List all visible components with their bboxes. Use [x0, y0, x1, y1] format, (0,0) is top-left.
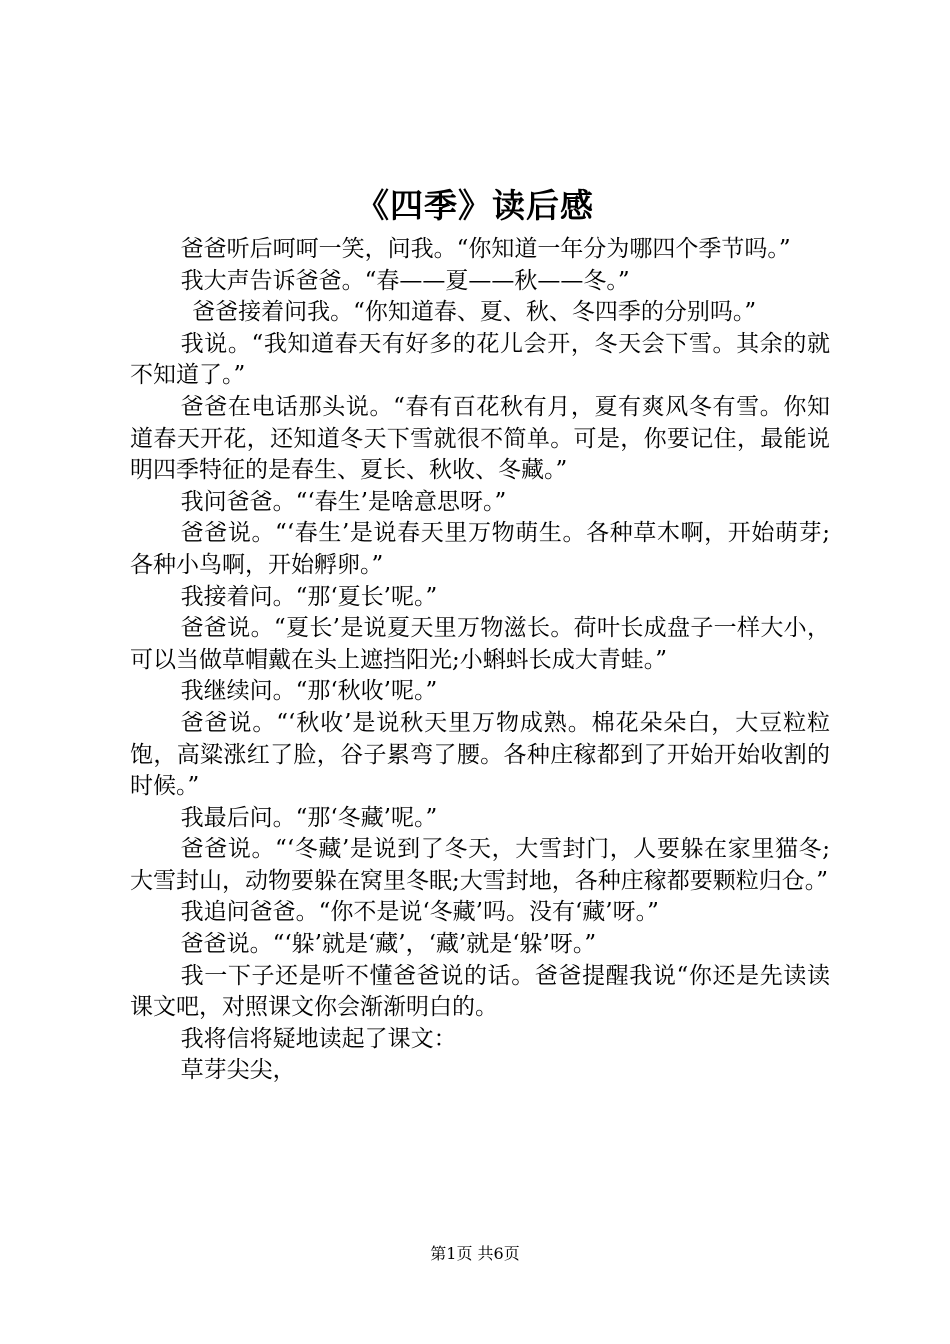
document-title: 《四季》读后感: [356, 186, 594, 225]
paragraph: 我将信将疑地读起了课文：: [180, 1025, 457, 1052]
paragraph: 爸爸说。“‘躲’就是‘藏’，‘藏’就是‘躲’呀。”: [180, 931, 597, 958]
paragraph: 爸爸说。“夏长’是说夏天里万物滋长。荷叶长成盘子一样大小，可以当做草帽戴在头上遮挡阳光;小蝌蚪长成大青蛙。”: [130, 615, 830, 673]
paragraph: 爸爸接着问我。“你知道春、夏、秋、冬四季的分别吗。”: [192, 299, 757, 326]
paragraph: 我追问爸爸。“你不是说‘冬藏’吗。没有‘藏’呀。”: [180, 899, 659, 926]
paragraph: 草芽尖尖，: [180, 1057, 296, 1084]
paragraph: 我继续问。“那‘秋收’呢。”: [180, 678, 438, 705]
paragraph: 我问爸爸。“‘春生’是啥意思呀。”: [180, 488, 507, 515]
document-body: [130, 234, 830, 1087]
paragraph: 我说。“我知道春天有好多的花儿会开，冬天会下雪。其余的就不知道了。”: [130, 330, 830, 389]
paragraph: 我最后问。“那‘冬藏’呢。”: [180, 804, 438, 831]
paragraph: 爸爸在电话那头说。“春有百花秋有月，夏有爽风冬有雪。你知道春天开花，还知道冬天下雪就很不简单。可是，你要记住，最能说明四季特征的是春生、夏长、秋收、冬藏。”: [130, 393, 830, 484]
paragraph: 爸爸说。“‘冬藏’是说到了冬天，大雪封门，人要躲在家里猫冬;大雪封山，动物要躲在窝里冬眠;大雪封地，各种庄稼都要颗粒归仓。”: [130, 836, 830, 894]
paragraph: 爸爸说。“‘春生’是说春天里万物萌生。各种草木啊，开始萌芽;各种小鸟啊，开始孵卵。”: [130, 520, 830, 578]
paragraph: 爸爸说。“‘秋收’是说秋天里万物成熟。棉花朵朵白，大豆粒粒饱，高粱涨红了脸，谷子累弯了腰。各种庄稼都到了开始开始收割的时候。”: [130, 709, 830, 800]
paragraph: 我一下子还是听不懂爸爸说的话。爸爸提醒我说“你还是先读读课文吧，对照课文你会渐渐明白的。: [130, 962, 830, 1021]
paragraph: 我大声告诉爸爸。“春——夏——秋——冬。”: [180, 267, 630, 294]
paragraph: 我接着问。“那‘夏长’呢。”: [180, 583, 438, 610]
page-number-footer: 第1页 共6页: [430, 1244, 520, 1263]
paragraph: 爸爸听后呵呵一笑，问我。“你知道一年分为哪四个季节吗。”: [180, 236, 791, 262]
